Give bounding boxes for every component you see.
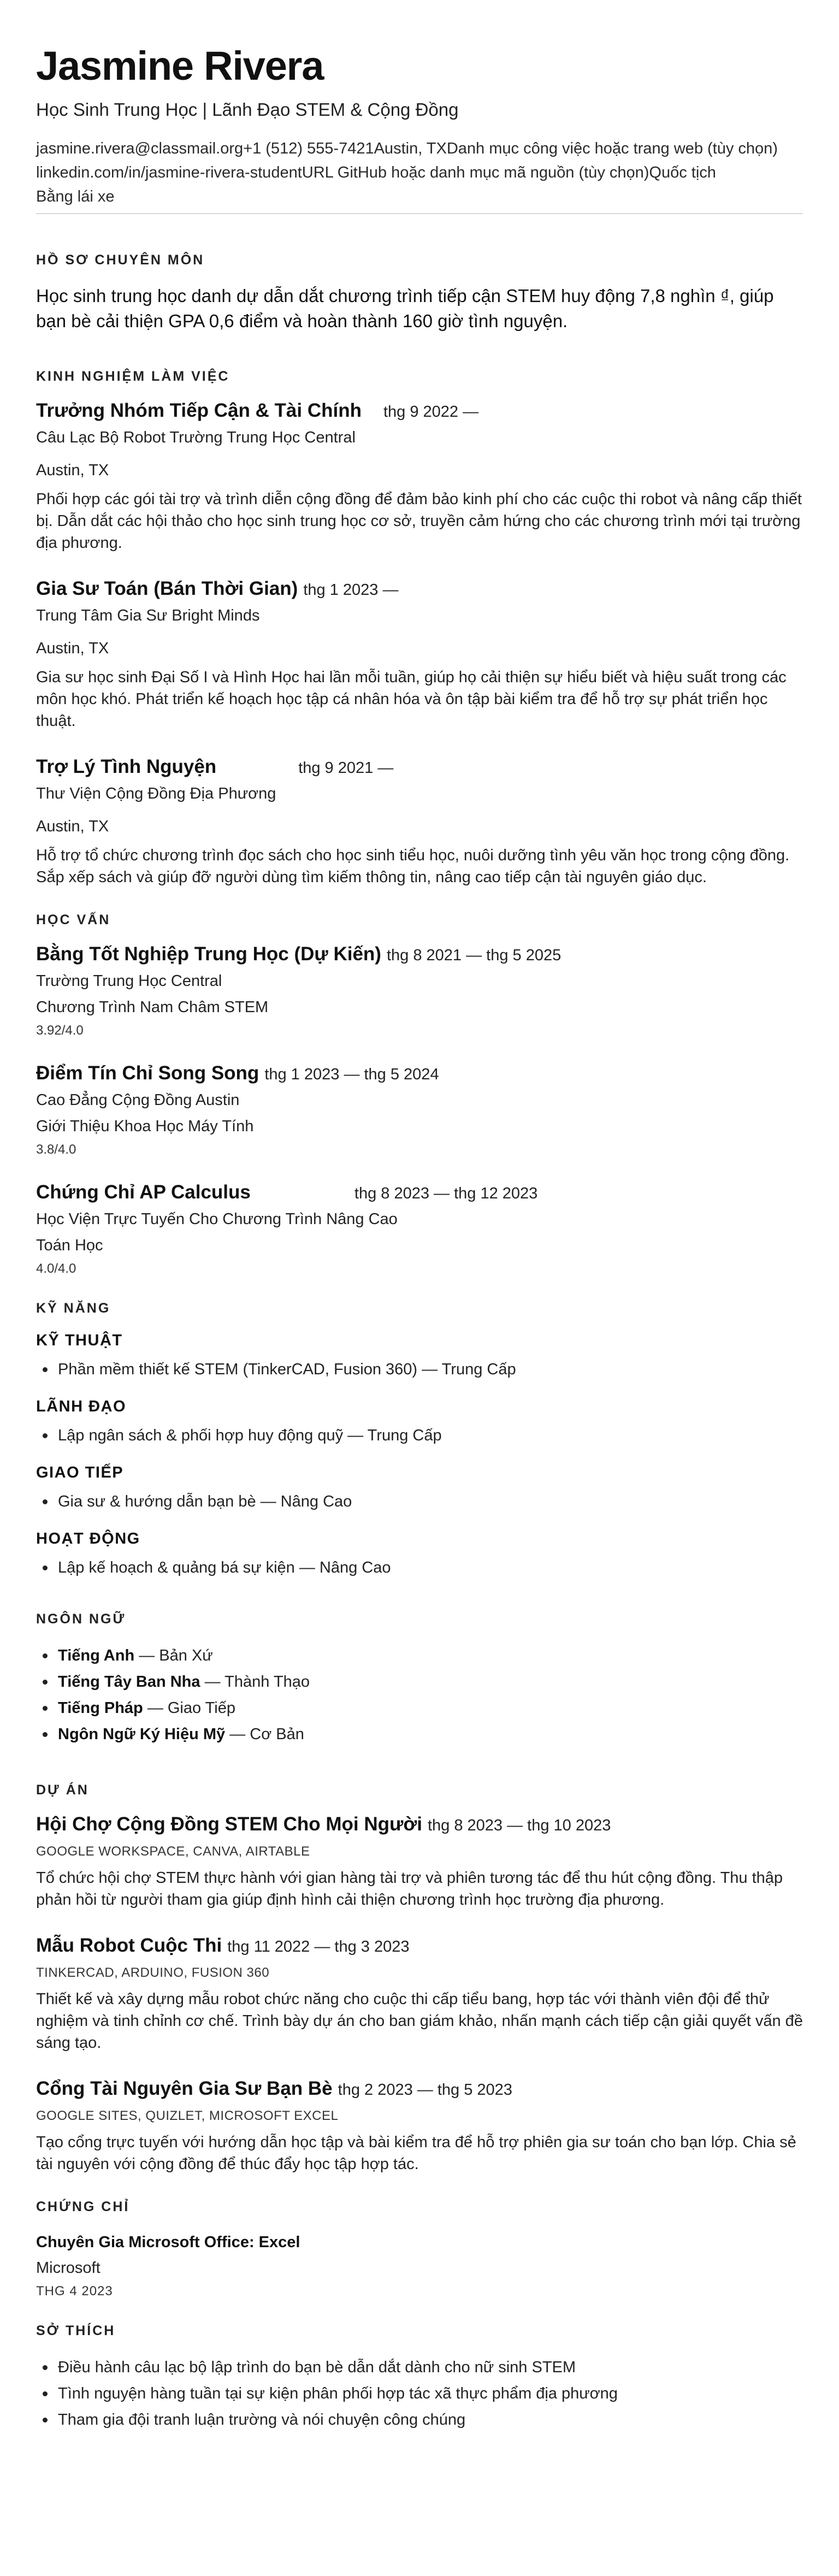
project-tools: GOOGLE WORKSPACE, CANVA, AIRTABLE <box>36 1844 310 1859</box>
degree-title: Bằng Tốt Nghiệp Trung Học (Dự Kiến) <box>36 943 381 965</box>
certification-issuer: Microsoft <box>36 2259 101 2277</box>
education-section <box>36 912 803 1277</box>
job-organization: Thư Viện Cộng Đồng Địa Phương <box>36 785 276 802</box>
language-level: — Giao Tiếp <box>143 1699 236 1717</box>
certifications-section <box>36 2199 803 2299</box>
school-name: Học Viện Trực Tuyến Cho Chương Trình Nâng Cao <box>36 1210 398 1228</box>
education-item <box>36 943 803 1038</box>
contact-nationality: Quốc tịch <box>649 164 716 181</box>
field-of-study: Toán Học <box>36 1237 103 1254</box>
education-date: thg 8 2021 — thg 5 2025 <box>386 947 562 964</box>
projects-section <box>36 1782 803 2175</box>
project-description: Tạo cổng trực tuyến với hướng dẫn học tập và bài kiểm tra để hỗ trợ phiên gia sư toán cho bạn lớp. Chia sẻ tài nguyên với cộng đồng để thúc đẩy học tập hợp tác. <box>36 2134 796 2173</box>
education-item <box>36 1181 803 1277</box>
gpa-value: 4.0/4.0 <box>36 1261 76 1276</box>
languages-section <box>36 1611 803 1747</box>
certification-date: THG 4 2023 <box>36 2284 113 2299</box>
language-level: — Cơ Bản <box>225 1726 304 1743</box>
resume-header <box>36 43 803 214</box>
project-date: thg 2 2023 — thg 5 2023 <box>338 2081 512 2099</box>
language-item <box>36 1695 803 1721</box>
skill-item: Gia sư & hướng dẫn bạn bè — Nâng Cao <box>36 1488 803 1515</box>
job-description: Gia sư học sinh Đại Số I và Hình Học hai lần mỗi tuần, giúp họ cải thiện sự hiểu biết và hiệu suất trong các môn học khó. Phát triển kế hoạch học tập cá nhân hóa và ôn tập bài kiểm tra để hỗ trợ sự phát triển học thuật. <box>36 669 787 730</box>
language-item <box>36 1669 803 1695</box>
skill-group <box>36 1464 803 1515</box>
education-date: thg 1 2023 — thg 5 2024 <box>264 1066 439 1083</box>
contact-portfolio[interactable]: Danh mục công việc hoặc trang web (tùy chọn) <box>446 140 778 157</box>
contact-phone[interactable]: +1 (512) 555-7421 <box>243 140 374 157</box>
section-heading: KỸ NĂNG <box>36 1301 111 1316</box>
degree-title: Điểm Tín Chỉ Song Song <box>36 1062 259 1084</box>
job-title: Trưởng Nhóm Tiếp Cận & Tài Chính <box>36 400 362 421</box>
project-title: Mẫu Robot Cuộc Thi <box>36 1935 222 1956</box>
project-item <box>36 2078 803 2175</box>
certification-name: Chuyên Gia Microsoft Office: Excel <box>36 2234 300 2251</box>
skills-section <box>36 1301 803 1581</box>
contact-location: Austin, TX <box>374 140 447 157</box>
language-level: — Bản Xứ <box>134 1647 213 1664</box>
experience-item <box>36 756 803 888</box>
field-of-study: Chương Trình Nam Châm STEM <box>36 999 269 1016</box>
section-heading: CHỨNG CHỈ <box>36 2199 130 2214</box>
summary-text: Học sinh trung học danh dự dẫn dắt chương trình tiếp cận STEM huy động 7,8 nghìn ₫, giúp bạn bè cải thiện GPA 0,6 điểm và hoàn thành 160 giờ tình nguyện. <box>36 286 774 331</box>
interest-item: Điều hành câu lạc bộ lập trình do bạn bè dẫn dắt dành cho nữ sinh STEM <box>36 2354 803 2380</box>
header-divider <box>36 213 803 214</box>
skill-category: LÃNH ĐẠO <box>36 1398 127 1415</box>
experience-item <box>36 400 803 554</box>
gpa-value: 3.8/4.0 <box>36 1142 76 1157</box>
education-date: thg 8 2023 — thg 12 2023 <box>354 1185 538 1202</box>
skill-group <box>36 1530 803 1581</box>
contact-driving-license: Bằng lái xe <box>36 188 115 205</box>
school-name: Trường Trung Học Central <box>36 972 222 990</box>
job-description: Phối hợp các gói tài trợ và trình diễn cộng đồng để đảm bảo kinh phí cho các cuộc thi robot và nâng cấp thiết bị. Dẫn dắt các hội thảo cho học sinh trung học cơ sở, truyền cảm hứng cho các chương trình mới tại trường địa phương. <box>36 491 802 552</box>
school-name: Cao Đẳng Cộng Đồng Austin <box>36 1091 240 1109</box>
skill-category: HOẠT ĐỘNG <box>36 1530 140 1547</box>
section-heading: HỌC VẤN <box>36 912 111 927</box>
interest-item: Tham gia đội tranh luận trường và nói chuyện công chúng <box>36 2407 803 2433</box>
language-name: Tiếng Pháp <box>58 1699 143 1717</box>
candidate-title: Học Sinh Trung Học | Lãnh Đạo STEM & Cộng Đồng <box>36 99 459 120</box>
language-name: Ngôn Ngữ Ký Hiệu Mỹ <box>58 1726 226 1743</box>
job-title: Trợ Lý Tình Nguyện <box>36 756 217 777</box>
section-heading: KINH NGHIỆM LÀM VIỆC <box>36 369 230 384</box>
skill-category: GIAO TIẾP <box>36 1464 124 1481</box>
gpa-value: 3.92/4.0 <box>36 1023 84 1038</box>
candidate-name: Jasmine Rivera <box>36 43 324 88</box>
summary-section <box>36 252 803 334</box>
interest-item: Tình nguyện hàng tuần tại sự kiện phân phối hợp tác xã thực phẩm địa phương <box>36 2380 803 2407</box>
job-date: thg 1 2023 — <box>303 581 399 599</box>
project-date: thg 8 2023 — thg 10 2023 <box>427 1817 611 1834</box>
job-description: Hỗ trợ tổ chức chương trình đọc sách cho học sinh tiểu học, nuôi dưỡng tình yêu văn học trong cộng đồng. Sắp xếp sách và giúp đỡ người dùng tìm kiếm thông tin, nâng cao tiếp cận tài nguyên giáo dục. <box>36 847 790 886</box>
project-title: Cổng Tài Nguyên Gia Sư Bạn Bè <box>36 2078 333 2099</box>
project-description: Thiết kế và xây dựng mẫu robot chức năng cho cuộc thi cấp tiểu bang, hợp tác với thành viên đội để thử nghiệm và tinh chỉnh cơ chế. Trình bày dự án cho ban giám khảo, nhấn mạnh cách tiếp cận giải quyết vấn đề sáng tạo. <box>36 1990 803 2052</box>
language-name: Tiếng Tây Ban Nha <box>58 1673 200 1691</box>
job-organization: Trung Tâm Gia Sư Bright Minds <box>36 607 260 624</box>
job-date: thg 9 2022 — <box>383 403 479 421</box>
project-title: Hội Chợ Cộng Đồng STEM Cho Mọi Người <box>36 1813 422 1835</box>
skill-item: Lập kế hoạch & quảng bá sự kiện — Nâng Cao <box>36 1555 803 1581</box>
language-level: — Thành Thạo <box>200 1673 310 1691</box>
degree-title: Chứng Chỉ AP Calculus <box>36 1181 251 1203</box>
contact-info <box>36 137 803 209</box>
experience-section <box>36 369 803 888</box>
language-name: Tiếng Anh <box>58 1647 135 1664</box>
language-item <box>36 1643 803 1669</box>
skill-category: KỸ THUẬT <box>36 1332 123 1349</box>
language-item <box>36 1721 803 1747</box>
certification-item <box>36 2234 803 2299</box>
contact-linkedin[interactable]: linkedin.com/in/jasmine-rivera-student <box>36 164 302 181</box>
contact-email[interactable]: jasmine.rivera@classmail.org <box>36 140 244 157</box>
experience-item <box>36 578 803 732</box>
project-item <box>36 1935 803 2054</box>
contact-github[interactable]: URL GitHub hoặc danh mục mã nguồn (tùy chọn) <box>302 164 649 181</box>
skill-item: Lập ngân sách & phối hợp huy động quỹ — Trung Cấp <box>36 1422 803 1449</box>
skill-item: Phần mềm thiết kế STEM (TinkerCAD, Fusion 360) — Trung Cấp <box>36 1356 803 1382</box>
section-heading: DỰ ÁN <box>36 1782 89 1798</box>
skill-group <box>36 1332 803 1382</box>
project-tools: TINKERCAD, ARDUINO, FUSION 360 <box>36 1965 270 1980</box>
job-location: Austin, TX <box>36 818 109 835</box>
section-heading: HỒ SƠ CHUYÊN MÔN <box>36 252 205 268</box>
project-date: thg 11 2022 — thg 3 2023 <box>227 1938 410 1955</box>
section-heading: SỞ THÍCH <box>36 2323 116 2338</box>
skill-group <box>36 1398 803 1449</box>
project-item <box>36 1813 803 1911</box>
job-date: thg 9 2021 — <box>298 759 394 777</box>
job-title: Gia Sư Toán (Bán Thời Gian) <box>36 578 298 599</box>
project-description: Tổ chức hội chợ STEM thực hành với gian hàng tài trợ và phiên tương tác để thu hút cộng đồng. Thu thập phản hồi từ người tham gia giúp định hình cải thiện chương trình học trường địa phương. <box>36 1869 783 1909</box>
job-organization: Câu Lạc Bộ Robot Trường Trung Học Central <box>36 429 356 446</box>
field-of-study: Giới Thiệu Khoa Học Máy Tính <box>36 1118 254 1135</box>
project-tools: GOOGLE SITES, QUIZLET, MICROSOFT EXCEL <box>36 2108 339 2123</box>
interest-list <box>36 2354 803 2433</box>
language-list <box>36 1643 803 1747</box>
interests-section <box>36 2323 803 2433</box>
job-location: Austin, TX <box>36 640 109 657</box>
job-location: Austin, TX <box>36 462 109 479</box>
education-item <box>36 1062 803 1157</box>
section-heading: NGÔN NGỮ <box>36 1611 126 1627</box>
